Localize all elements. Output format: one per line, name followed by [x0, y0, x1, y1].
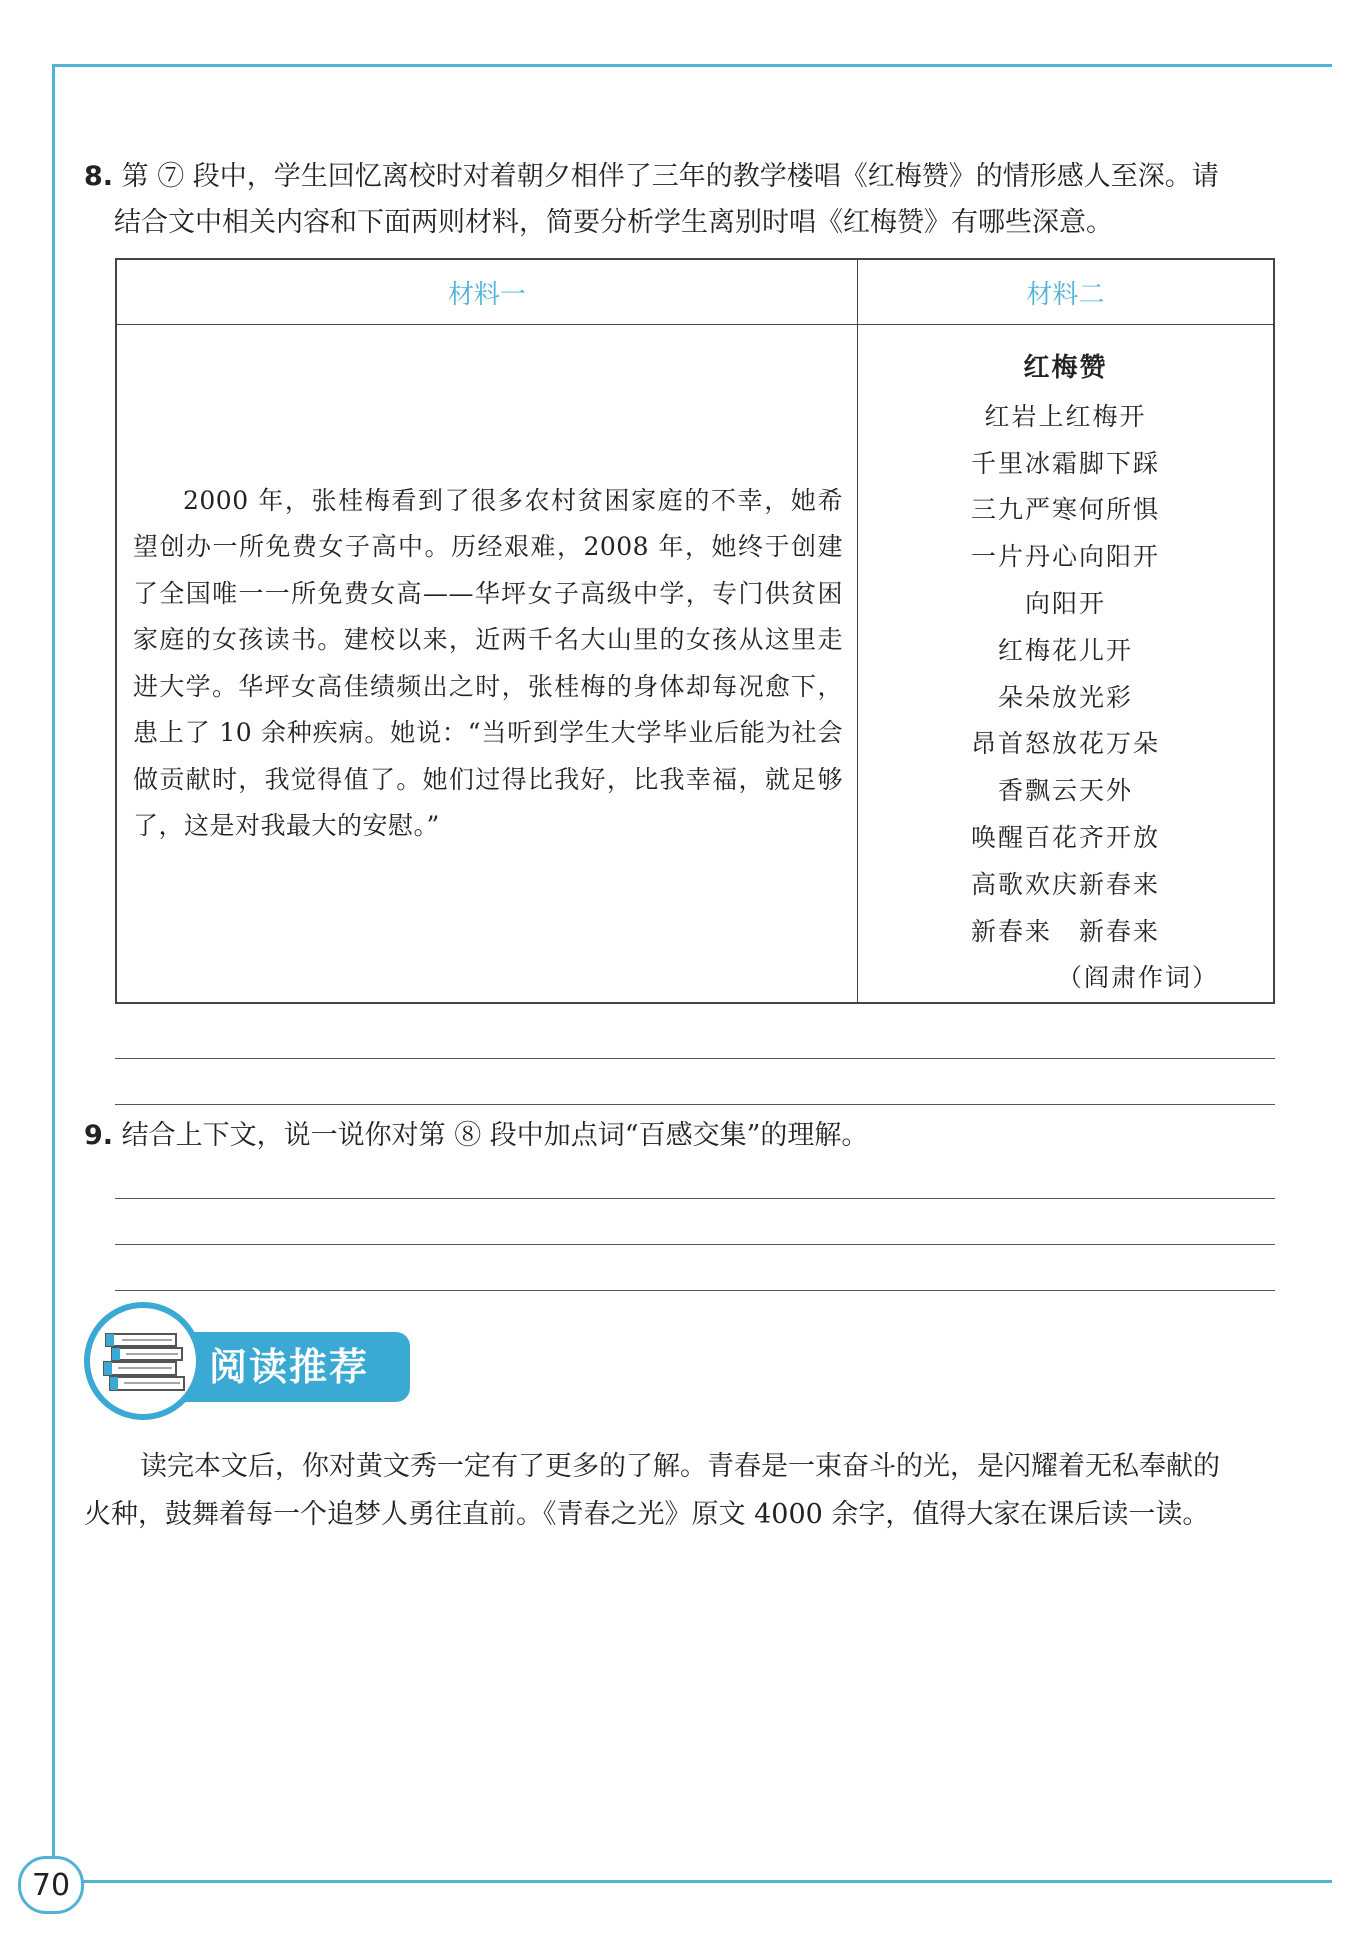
- question-8-number: 8.: [84, 161, 114, 192]
- answer-line-q8-1[interactable]: [115, 1058, 1275, 1059]
- answer-line-q9-2[interactable]: [115, 1244, 1275, 1245]
- poem-line: 香飘云天外: [997, 776, 1133, 806]
- question-9-text: 结合上下文，说一说你对第 ⑧ 段中加点词“百感交集”的理解。: [121, 1120, 869, 1151]
- poem-line: 千里冰霜脚下踩: [970, 448, 1160, 478]
- question-8-line2: 结合文中相关内容和下面两则材料，简要分析学生离别时唱《红梅赞》有哪些深意。: [114, 207, 1113, 238]
- question-8: [84, 154, 1284, 246]
- badge-label: 阅读推荐: [209, 1345, 370, 1389]
- question-9: [84, 1113, 1284, 1159]
- answer-line-q9-3[interactable]: [115, 1290, 1275, 1291]
- page-frame-left: [52, 64, 55, 1882]
- poem-line: 高歌欢庆新春来: [970, 869, 1160, 899]
- poem: [858, 325, 1273, 1002]
- page-frame-bottom: [82, 1880, 1332, 1883]
- recommendation-line2: 火种，鼓舞着每一个追梦人勇往直前。《青春之光》原文 4000 余字，值得大家在课后读一读。: [84, 1499, 1210, 1530]
- poem-line: 一片丹心向阳开: [970, 542, 1160, 572]
- poem-line: 向阳开: [1024, 588, 1106, 618]
- page-number: 70: [18, 1856, 84, 1914]
- question-9-number: 9.: [84, 1120, 114, 1151]
- question-8-line1: 第 ⑦ 段中，学生回忆离校时对着朝夕相伴了三年的教学楼唱《红梅赞》的情形感人至深。请: [121, 161, 1219, 192]
- books-icon: [102, 1332, 188, 1394]
- reading-recommendation: [84, 1443, 1284, 1539]
- answer-line-q8-2[interactable]: [115, 1104, 1275, 1105]
- reading-recommendation-badge: [84, 1302, 414, 1430]
- recommendation-line1: 读完本文后，你对黄文秀一定有了更多的了解。青春是一束奋斗的光，是闪耀着无私奉献的: [140, 1451, 1220, 1482]
- poem-line: 新春来 新春来: [970, 916, 1160, 946]
- material-1-cell: [116, 325, 858, 1004]
- materials-table: [115, 258, 1275, 1004]
- poem-line: 唤醒百花齐开放: [970, 822, 1160, 852]
- poem-line: 昂首怒放花万朵: [970, 729, 1160, 759]
- poem-line: 三九严寒何所惧: [970, 495, 1160, 525]
- page-frame-top: [52, 64, 1332, 67]
- poem-title: 红梅赞: [1023, 353, 1108, 383]
- material-1-text: 2000 年，张桂梅看到了很多农村贫困家庭的不幸，她希望创办一所免费女子高中。历经艰难，2008 年，她终于创建了全国唯一一所免费女高——华坪女子高级中学，专门供贫困家庭的女孩读书。建校以来，近两千名大山里的女孩从这里走进大学。华坪女高佳绩频出之时，张桂梅的身体却每况愈下，患上了 10 余种疾病。她说：“当听到学生大学毕业后能为社会做贡献时，我觉得值了。她们过得比我好，比我幸福，就足够了，这是对我最大的安慰。”: [133, 485, 843, 841]
- material-1-header: 材料一: [116, 259, 858, 325]
- material-2-header: 材料二: [858, 259, 1275, 325]
- poem-author: （阎肃作词）: [1056, 963, 1219, 993]
- poem-line: 红岩上红梅开: [984, 401, 1147, 431]
- poem-line: 朵朵放光彩: [997, 682, 1133, 712]
- poem-line: 红梅花儿开: [997, 635, 1133, 665]
- material-2-cell: [858, 325, 1275, 1004]
- answer-line-q9-1[interactable]: [115, 1198, 1275, 1199]
